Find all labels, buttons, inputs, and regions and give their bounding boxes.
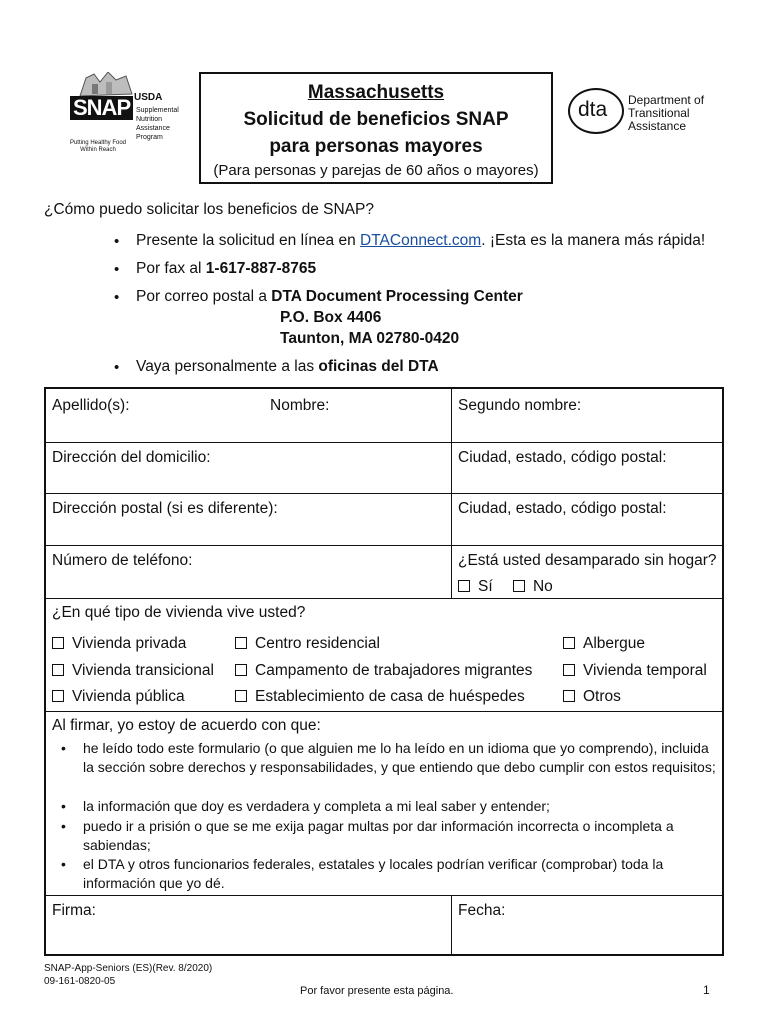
home-address-field[interactable]: Dirección del domicilio: bbox=[52, 449, 211, 466]
title-subtitle: (Para personas y parejas de 60 años o mayores) bbox=[213, 162, 539, 179]
housing-question: ¿En qué tipo de vivienda vive usted? bbox=[52, 604, 306, 621]
usda-label: USDA bbox=[134, 92, 163, 103]
application-form bbox=[44, 387, 724, 956]
title-box bbox=[199, 72, 553, 184]
housing-shelter-option[interactable]: Albergue bbox=[563, 635, 645, 653]
housing-private-checkbox[interactable] bbox=[52, 637, 64, 649]
dta-mark-icon: dta bbox=[568, 88, 624, 134]
homeless-options bbox=[458, 578, 553, 596]
housing-migrant-checkbox[interactable] bbox=[235, 664, 247, 676]
housing-boarding-checkbox[interactable] bbox=[235, 690, 247, 702]
housing-residential-option[interactable]: Centro residencial bbox=[235, 635, 380, 653]
housing-other-option[interactable]: Otros bbox=[563, 688, 621, 706]
apply-inperson-item: Vaya personalmente a las oficinas del DTA bbox=[136, 358, 439, 375]
agreement-item: • la información que doy es verdadera y completa a mi leal saber y entender; bbox=[61, 798, 550, 814]
mail-address-line-1: DTA Document Processing Center bbox=[271, 288, 523, 305]
home-city-state-zip-field[interactable]: Ciudad, estado, código postal: bbox=[458, 449, 667, 466]
footer-note: Por favor presente esta página. bbox=[300, 985, 454, 997]
mailing-city-state-zip-field[interactable]: Ciudad, estado, código postal: bbox=[458, 500, 667, 517]
apply-fax-item: Por fax al 1-617-887-8765 bbox=[136, 260, 317, 277]
snap-tagline: Putting Healthy Food Within Reach bbox=[69, 140, 127, 153]
housing-temporary-checkbox[interactable] bbox=[563, 664, 575, 676]
bullet-icon: • bbox=[114, 289, 120, 306]
apply-online-item: Presente la solicitud en línea en DTAConnect.com. ¡Esta es la manera más rápida! bbox=[136, 232, 706, 249]
agreement-item: • he leído todo este formulario (o que alguien me lo ha leído en un idioma que yo comprendo), incluida la sección sobre derechos y responsabilidades, y que entiendo que debo cumplir con estos requisitos; bbox=[61, 740, 716, 775]
dta-name: Department of Transitional Assistance bbox=[628, 93, 705, 133]
homeless-no-checkbox[interactable] bbox=[513, 580, 525, 592]
divider bbox=[46, 442, 722, 443]
mail-address-line-2: P.O. Box 4406 bbox=[280, 309, 382, 326]
divider bbox=[46, 545, 722, 546]
phone-field[interactable]: Número de teléfono: bbox=[52, 552, 193, 569]
agreement-item: • puedo ir a prisión o que se me exija pagar multas por dar información incorrecta o incompleta a sabiendas; bbox=[61, 818, 674, 853]
column-divider bbox=[451, 389, 452, 598]
housing-boarding-option[interactable]: Establecimiento de casa de huéspedes bbox=[235, 688, 525, 706]
divider bbox=[46, 493, 722, 494]
snap-logo-word: SNAP bbox=[70, 96, 133, 120]
first-name-field[interactable]: Nombre: bbox=[270, 397, 330, 414]
form-number: 09-161-0820-05 bbox=[44, 976, 116, 987]
housing-transitional-checkbox[interactable] bbox=[52, 664, 64, 676]
housing-public-checkbox[interactable] bbox=[52, 690, 64, 702]
column-divider bbox=[451, 895, 452, 954]
divider bbox=[46, 895, 722, 896]
homeless-question: ¿Está usted desamparado sin hogar? bbox=[458, 552, 717, 569]
bullet-icon: • bbox=[114, 359, 120, 376]
snap-logo bbox=[62, 72, 194, 162]
housing-residential-checkbox[interactable] bbox=[235, 637, 247, 649]
title-state: Massachusetts bbox=[307, 82, 445, 103]
title-audience: para personas mayores bbox=[269, 136, 483, 157]
housing-private-option[interactable]: Vivienda privada bbox=[52, 635, 186, 653]
bullet-icon: • bbox=[114, 233, 120, 250]
snap-program-name: Supplemental Nutrition Assistance Program bbox=[136, 107, 179, 141]
housing-migrant-option[interactable]: Campamento de trabajadores migrantes bbox=[235, 662, 532, 680]
mail-address-line-3: Taunton, MA 02780-0420 bbox=[280, 330, 460, 347]
last-name-field[interactable]: Apellido(s): bbox=[52, 397, 130, 414]
mailing-address-field[interactable]: Dirección postal (si es diferente): bbox=[52, 500, 278, 517]
dta-logo bbox=[568, 88, 748, 140]
housing-public-option[interactable]: Vivienda pública bbox=[52, 688, 185, 706]
fax-number: 1-617-887-8765 bbox=[205, 260, 317, 277]
form-code: SNAP-App-Seniors (ES)(Rev. 8/2020) bbox=[44, 963, 213, 974]
homeless-yes-label: Sí bbox=[478, 578, 493, 595]
divider bbox=[46, 598, 722, 599]
housing-transitional-option[interactable]: Vivienda transicional bbox=[52, 662, 214, 680]
how-to-apply-question: ¿Cómo puedo solicitar los beneficios de SNAP? bbox=[44, 201, 374, 218]
dtaconnect-link[interactable]: DTAConnect.com bbox=[360, 232, 482, 249]
divider bbox=[46, 711, 722, 712]
signature-field[interactable]: Firma: bbox=[52, 902, 96, 919]
agreement-item: • el DTA y otros funcionarios federales, estatales y locales podrían verificar (comprobar) toda la información que yo dé. bbox=[61, 856, 664, 891]
date-field[interactable]: Fecha: bbox=[458, 902, 506, 919]
page-number: 1 bbox=[703, 983, 710, 997]
bullet-icon: • bbox=[114, 261, 120, 278]
agreement-intro: Al firmar, yo estoy de acuerdo con que: bbox=[52, 717, 321, 734]
middle-name-field[interactable]: Segundo nombre: bbox=[458, 397, 582, 414]
homeless-no-label: No bbox=[532, 578, 553, 595]
title-main: Solicitud de beneficios SNAP bbox=[243, 109, 509, 130]
housing-temporary-option[interactable]: Vivienda temporal bbox=[563, 662, 707, 680]
housing-shelter-checkbox[interactable] bbox=[563, 637, 575, 649]
homeless-yes-checkbox[interactable] bbox=[458, 580, 470, 592]
housing-other-checkbox[interactable] bbox=[563, 690, 575, 702]
apply-mail-item: Por correo postal a DTA Document Processing Center bbox=[136, 288, 523, 305]
